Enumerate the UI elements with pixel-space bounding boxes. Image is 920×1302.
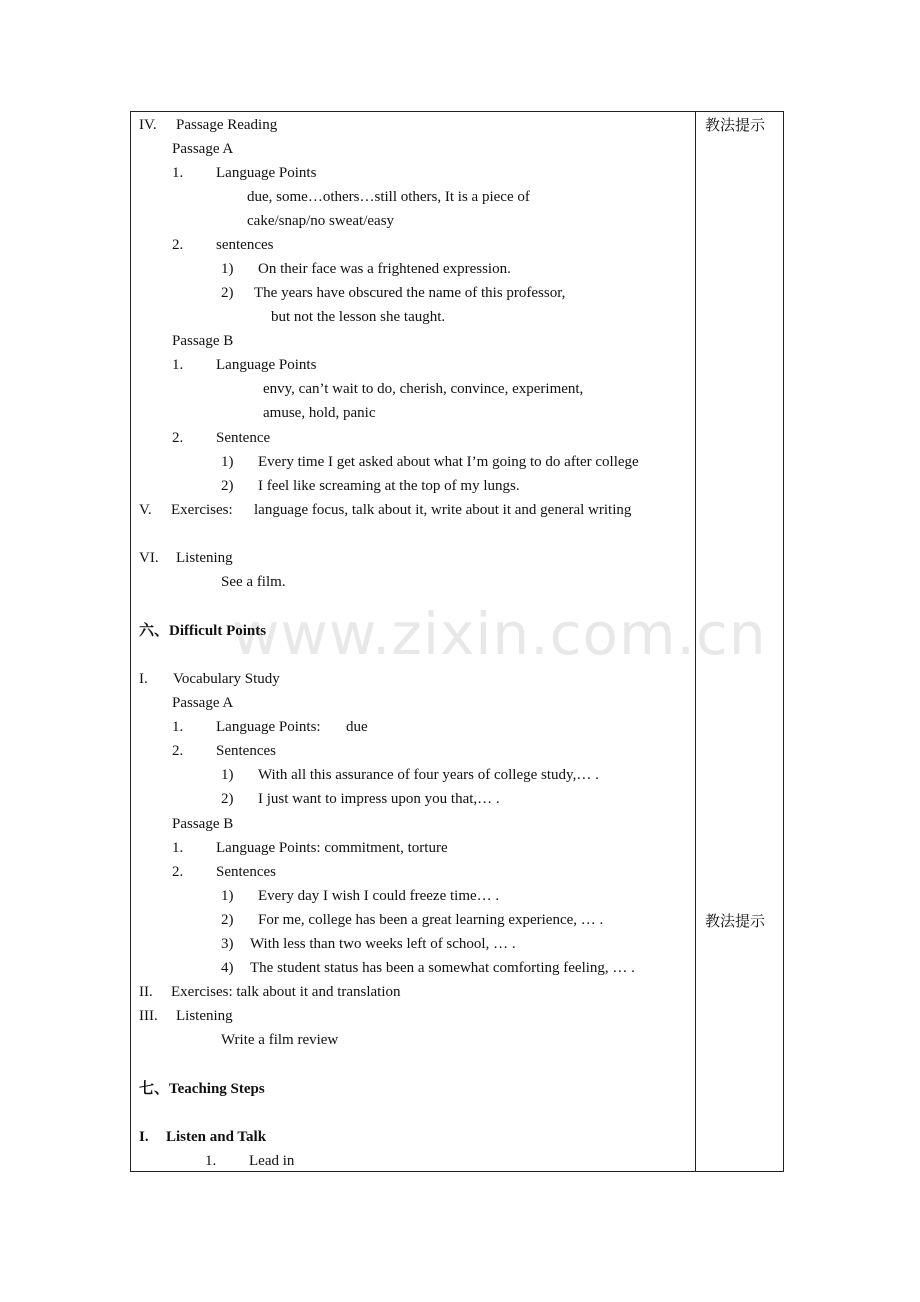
item-title: Language Points: — [216, 719, 321, 735]
passage-label: Passage B — [172, 816, 234, 832]
sentence-number: 1) — [221, 261, 234, 277]
side-note-bottom: 教法提示 — [705, 912, 766, 930]
sentence-number: 4) — [221, 960, 234, 976]
main-heading: 六、Difficult Points — [139, 623, 267, 639]
item-number: 1. — [172, 719, 184, 735]
section-heading: Passage Reading — [176, 117, 278, 133]
section-number: IV. — [139, 117, 157, 133]
item-title: Language Points: commitment, torture — [216, 840, 448, 856]
sentence-text: The student status has been a somewhat comforting feeling, … . — [250, 960, 635, 976]
item-number: 1. — [205, 1153, 217, 1169]
item-number: 2. — [172, 864, 184, 880]
sentence-text: but not the lesson she taught. — [271, 309, 446, 325]
sentence-text: I feel like screaming at the top of my lungs. — [258, 478, 520, 494]
sentence-number: 1) — [221, 767, 234, 783]
item-number: 1. — [172, 357, 184, 373]
item-number: 1. — [172, 840, 184, 856]
section-number: VI. — [139, 550, 159, 566]
passage-label: Passage A — [172, 141, 234, 157]
passage-label: Passage A — [172, 695, 234, 711]
sentence-text: With less than two weeks left of school, … . — [250, 936, 516, 952]
section-heading: Listen and Talk — [166, 1129, 267, 1145]
item-title: Sentences — [216, 743, 276, 759]
section-heading: Vocabulary Study — [173, 671, 280, 687]
section-number: I. — [139, 1129, 149, 1145]
sentence-text: On their face was a frightened expression. — [258, 261, 511, 277]
sentence-number: 1) — [221, 888, 234, 904]
item-text: envy, can’t wait to do, cherish, convince, experiment, — [263, 381, 584, 397]
section-heading: Listening — [176, 550, 233, 566]
item-number: 2. — [172, 743, 184, 759]
sentence-number: 1) — [221, 454, 234, 470]
sentence-number: 2) — [221, 791, 234, 807]
section-number: I. — [139, 671, 148, 687]
section-heading: Listening — [176, 1008, 233, 1024]
section-text: See a film. — [221, 574, 286, 590]
item-number: 2. — [172, 430, 184, 446]
item-text: amuse, hold, panic — [263, 405, 376, 421]
sentence-text: I just want to impress upon you that,… . — [258, 791, 500, 807]
passage-label: Passage B — [172, 333, 234, 349]
side-note-top: 教法提示 — [705, 116, 766, 134]
sentence-text: The years have obscured the name of this professor, — [254, 285, 566, 301]
item-number: 2. — [172, 237, 184, 253]
section-number: V. — [139, 502, 152, 518]
item-title: Lead in — [249, 1153, 295, 1169]
section-number: III. — [139, 1008, 158, 1024]
item-text: due, some…others…still others, It is a piece of — [247, 189, 530, 205]
item-number: 1. — [172, 165, 184, 181]
item-text: due — [346, 719, 368, 735]
main-heading: 七、Teaching Steps — [139, 1081, 265, 1097]
sentence-number: 2) — [221, 478, 234, 494]
sentence-number: 2) — [221, 912, 234, 928]
watermark: www.zixin.com.cn — [232, 600, 767, 668]
section-heading: Exercises: — [171, 502, 233, 518]
section-text: language focus, talk about it, write about it and general writing — [254, 502, 632, 518]
item-title: Language Points — [216, 357, 317, 373]
item-text: cake/snap/no sweat/easy — [247, 213, 395, 229]
sentence-text: For me, college has been a great learning experience, … . — [258, 912, 604, 928]
sentence-number: 3) — [221, 936, 234, 952]
section-heading: Exercises: talk about it and translation — [171, 984, 401, 1000]
sentence-text: With all this assurance of four years of college study,… . — [258, 767, 599, 783]
section-number: II. — [139, 984, 153, 1000]
sentence-text: Every day I wish I could freeze time… . — [258, 888, 500, 904]
sentence-number: 2) — [221, 285, 234, 301]
section-text: Write a film review — [221, 1032, 339, 1048]
item-title: sentences — [216, 237, 274, 253]
item-title: Sentences — [216, 864, 276, 880]
item-title: Sentence — [216, 430, 271, 446]
sentence-text: Every time I get asked about what I’m going to do after college — [258, 454, 639, 470]
item-title: Language Points — [216, 165, 317, 181]
